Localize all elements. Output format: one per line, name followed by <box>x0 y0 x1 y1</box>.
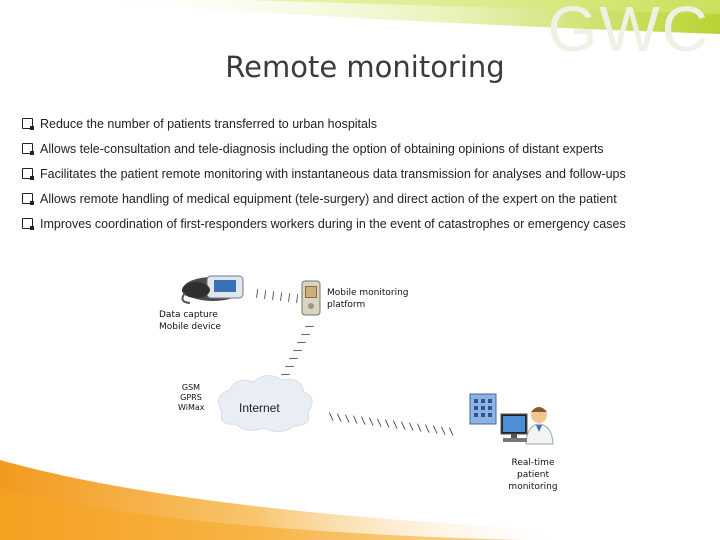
svg-text:\: \ <box>376 417 382 429</box>
doctor-icon <box>526 407 553 444</box>
data-capture-label <box>159 309 221 333</box>
svg-text:\: \ <box>352 414 358 426</box>
wireless-signal-1 <box>255 288 301 305</box>
svg-text:\: \ <box>328 411 334 423</box>
bullet-text: Improves coordination of first-responders workers during in the event of catastrophes or emergency cases <box>40 216 626 231</box>
svg-text:\: \ <box>360 415 366 427</box>
monitoring-label-line: monitoring <box>508 482 558 492</box>
svg-text:/: / <box>291 347 303 355</box>
svg-text:/: / <box>295 339 307 347</box>
bullet-item <box>22 136 712 161</box>
wireless-signal-2 <box>279 323 315 379</box>
svg-text:/: / <box>254 288 260 300</box>
wireless-signal-3 <box>329 412 454 438</box>
mobile-platform-label-line: platform <box>327 300 366 310</box>
bullet-item <box>22 111 712 136</box>
data-capture-label-line: Mobile device <box>159 322 221 332</box>
svg-text:/: / <box>303 323 315 331</box>
bullet-text: Reduce the number of patients transferred to urban hospitals <box>40 116 378 131</box>
svg-text:/: / <box>270 290 276 302</box>
blood-pressure-monitor-icon <box>182 276 243 303</box>
svg-text:/: / <box>299 331 311 339</box>
mobile-platform-label <box>327 287 409 311</box>
svg-text:\: \ <box>400 420 406 432</box>
svg-text:\: \ <box>416 422 422 434</box>
checkbox-bullet-icon <box>22 118 33 129</box>
network-label-line: GPRS <box>180 393 202 402</box>
svg-text:\: \ <box>408 421 414 433</box>
bullet-text: Facilitates the patient remote monitoring with instantaneous data transmission for analyses and follow-ups <box>40 166 626 181</box>
mobile-platform-label-line: Mobile monitoring <box>327 288 409 298</box>
checkbox-bullet-icon <box>22 168 33 179</box>
bullet-item <box>22 161 712 186</box>
checkbox-bullet-icon <box>22 218 33 229</box>
svg-text:\: \ <box>384 418 390 430</box>
internet-label: Internet <box>239 401 280 415</box>
svg-text:/: / <box>286 292 292 304</box>
network-label-line: GSM <box>181 383 201 392</box>
checkbox-bullet-icon <box>22 143 33 154</box>
bullet-list <box>22 111 712 236</box>
mobile-phone-icon <box>302 281 320 315</box>
monitoring-label <box>495 457 571 493</box>
computer-monitor-icon <box>501 414 527 442</box>
watermark-logo: GWC <box>547 0 710 65</box>
svg-text:\: \ <box>344 413 350 425</box>
svg-text:/: / <box>287 355 299 363</box>
svg-text:\: \ <box>448 426 454 438</box>
svg-text:\: \ <box>432 424 438 436</box>
svg-text:\: \ <box>440 425 446 437</box>
checkbox-bullet-icon <box>22 193 33 204</box>
network-label-line: WiMax <box>178 403 205 412</box>
svg-text:/: / <box>278 291 284 303</box>
monitoring-label-line: Real-time patient <box>511 458 555 480</box>
slide-title: Remote monitoring <box>225 50 505 84</box>
svg-text:\: \ <box>424 423 430 435</box>
network-label <box>178 383 204 413</box>
bullet-item <box>22 186 712 211</box>
svg-text:\: \ <box>336 412 342 424</box>
hospital-building-icon <box>470 394 496 424</box>
bullet-text: Allows remote handling of medical equipment (tele-surgery) and direct action of the expert on the patient <box>40 191 617 206</box>
bullet-item <box>22 211 712 236</box>
network-diagram <box>0 260 720 490</box>
svg-text:\: \ <box>392 419 398 431</box>
svg-text:/: / <box>279 371 291 379</box>
data-capture-label-line: Data capture <box>159 310 218 320</box>
svg-text:/: / <box>283 363 295 371</box>
svg-text:\: \ <box>368 416 374 428</box>
bullet-text: Allows tele-consultation and tele-diagnosis including the option of obtaining opinions of distant experts <box>40 141 604 156</box>
svg-text:/: / <box>294 293 300 305</box>
svg-text:/: / <box>262 289 268 301</box>
